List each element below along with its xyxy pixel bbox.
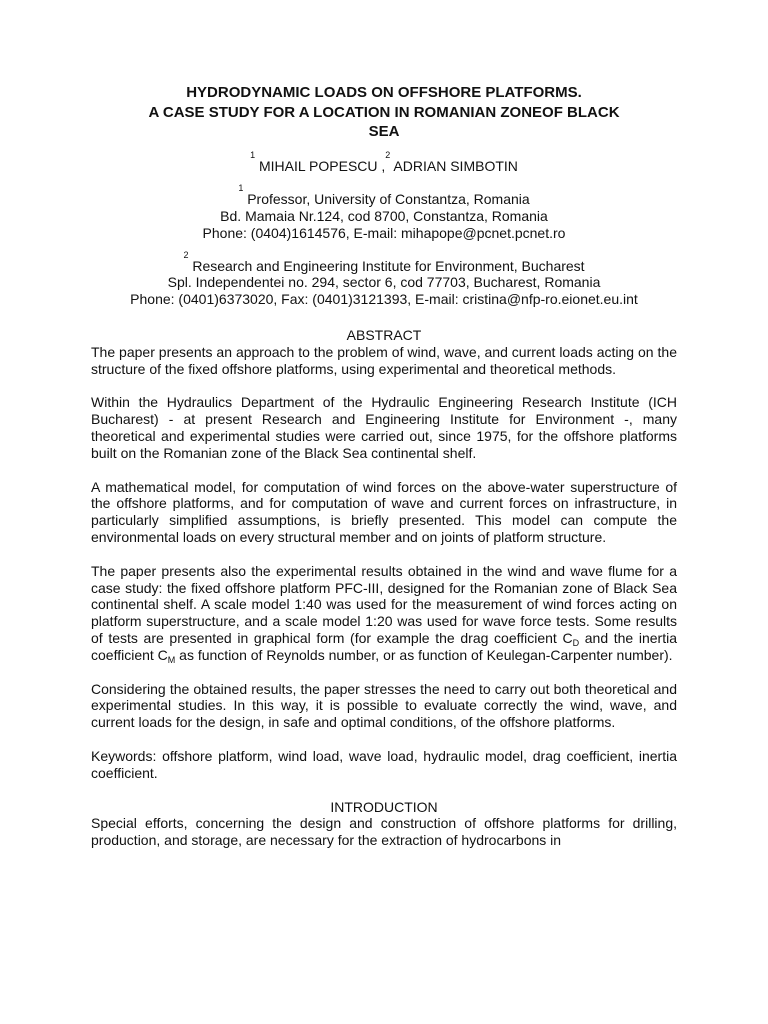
abstract-paragraph-3: A mathematical model, for computation of wind forces on the above-water superstructure of the offshore platforms, and for computation of wave and current forces on infrastructure, in particularly simplified assumptions, is briefly presented. This model can compute the environmental loads on every structural member and on joints of platform structure. [91, 478, 677, 546]
paper-page [91, 83, 677, 849]
affiliation-2-line-2: Spl. Independentei no. 294, sector 6, cod 77703, Bucharest, Romania [167, 274, 601, 291]
affiliation-2-superscript: 2 [183, 249, 189, 260]
abstract-paragraph-4-part-b: and the inertia coefficient C [91, 630, 678, 663]
abstract-paragraph-2: Within the Hydraulics Department of the Hydraulic Engineering Research Institute (ICH Bucharest) - at present Research and Engineering Institute for Environment -, many theoretical and experimental studies were carried out, since 1975, for the offshore platforms built on the Romanian zone of the Black Sea continental shelf. [91, 394, 677, 461]
inertia-coefficient-subscript: M [167, 654, 176, 665]
abstract-paragraph-4-part-a: The paper presents also the experimental results obtained in the wind and wave flume for a case study: the fixed offshore platform PFC-III, designed for the Romanian zone of Black Sea continental shelf. A scale model 1:40 was used for the measurement of wind forces acting on platform superstructure, and a scale model 1:20 was used for wave force tests. Some results of tests are presented in graphical form (for example the drag coefficient C [91, 562, 677, 647]
author-1-name: MIHAIL POPESCU , [255, 157, 386, 174]
abstract-paragraph-5: Considering the obtained results, the paper stresses the need to carry out both theoretical and experimental studies. In this way, it is possible to evaluate correctly the wind, wave, and current loads for the design, in safe and optimal conditions, of the offshore platforms. [91, 680, 677, 731]
introduction-paragraph-1: Special efforts, concerning the design and construction of offshore platforms for drilling, production, and storage, are necessary for the extraction of hydrocarbons in [91, 815, 677, 849]
title-line-1: HYDRODYNAMIC LOADS ON OFFSHORE PLATFORMS. [186, 84, 582, 101]
affiliation-2-line-1: Research and Engineering Institute for Environment, Bucharest [188, 257, 585, 274]
title-line-3: SEA [368, 123, 400, 140]
author-list [91, 149, 677, 175]
title-line-2: A CASE STUDY FOR A LOCATION IN ROMANIAN ZONEOF BLACK [148, 103, 620, 121]
author-2-name: ADRIAN SIMBOTIN [390, 157, 518, 174]
abstract-paragraph-1: The paper presents an approach to the problem of wind, wave, and current loads acting on the structure of the fixed offshore platforms, using experimental and theoretical methods. [91, 343, 677, 377]
abstract-heading: ABSTRACT [346, 327, 422, 344]
affiliation-2-line-3: Phone: (0401)6373020, Fax: (0401)3121393, E-mail: cristina@nfp-ro.eionet.eu.int [130, 291, 638, 308]
affiliation-1-line-1: Professor, University of Constantza, Romania [243, 191, 530, 208]
abstract-paragraph-4-part-c: as function of Reynolds number, or as function of Keulegan-Carpenter number). [175, 646, 673, 663]
paper-title [91, 83, 677, 142]
affiliation-2 [91, 249, 677, 308]
author-1-superscript: 1 [250, 149, 256, 160]
abstract-paragraph-4 [91, 563, 677, 664]
affiliation-1-superscript: 1 [238, 183, 244, 194]
keywords: Keywords: offshore platform, wind load, wave load, hydraulic model, drag coefficient, inertia coefficient. [91, 748, 677, 781]
drag-coefficient-subscript: D [572, 638, 580, 649]
author-2-superscript: 2 [385, 149, 391, 160]
affiliation-1 [91, 183, 677, 241]
affiliation-1-line-2: Bd. Mamaia Nr.124, cod 8700, Constantza, Romania [220, 208, 548, 225]
introduction-heading: INTRODUCTION [330, 798, 438, 815]
affiliation-1-line-3: Phone: (0404)1614576, E-mail: mihapope@pcnet.pcnet.ro [202, 224, 566, 241]
